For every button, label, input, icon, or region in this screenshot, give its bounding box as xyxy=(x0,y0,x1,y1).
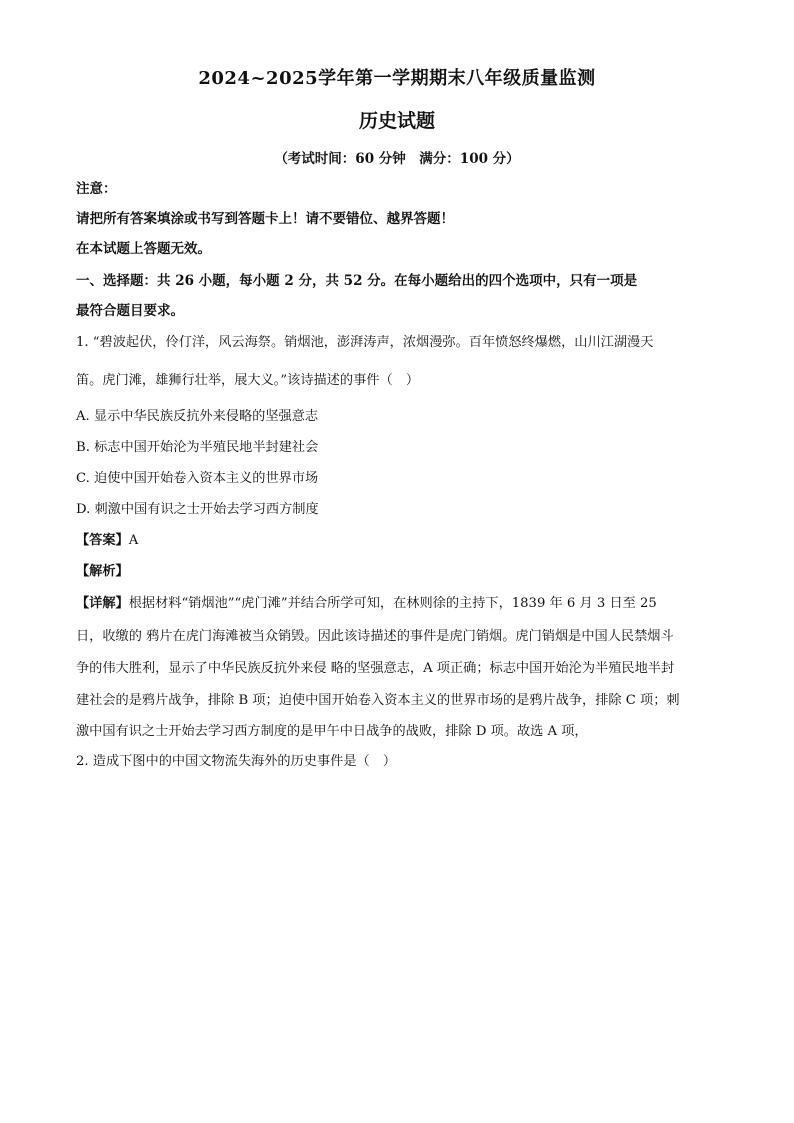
q1-analysis xyxy=(76,563,720,581)
notice-line-1: 请把所有答案填涂或书写到答题卡上！请不要错位、越界答题！ xyxy=(76,211,454,227)
analysis-label: 【解析】 xyxy=(76,564,129,579)
q1-option-d: D. 刺激中国有识之士开始去学习西方制度 xyxy=(76,502,319,517)
q1-option-b: B. 标志中国开始沦为半殖民地半封建社会 xyxy=(76,440,319,455)
q1-answer xyxy=(76,532,720,550)
detail-label: 【详解】 xyxy=(76,596,129,611)
notice-line-2: 在本试题上答题无效。 xyxy=(76,241,211,257)
q1-detail-line-4: 建社会的是鸦片战争，排除 B 项；迫使中国开始卷入资本主义的世界市场的是鸦片战争，排除 C 项；刺 xyxy=(76,693,680,708)
q1-detail-line-2: 日，收缴的 鸦片在虎门海滩被当众销毁。因此该诗描述的事件是虎门销烟。虎门销烟是中国人民禁烟斗 xyxy=(76,629,674,644)
answer-label: 【答案】 xyxy=(76,533,129,548)
notice-label: 注意： xyxy=(76,181,117,197)
q1-option-c: C. 迫使中国开始卷入资本主义的世界市场 xyxy=(76,471,319,486)
q1-detail-line-5: 激中国有识之士开始去学习西方制度的是甲午中日战争的战败，排除 D 项。故选 A 项， xyxy=(76,724,588,739)
q1-stem-line-1: 1. “碧波起伏，伶仃洋，风云海祭。销烟池，澎湃涛声，浓烟漫弥。百年愤怒终爆燃，山川江湖漫天 xyxy=(76,335,654,350)
exam-title: 2024~2025学年第一学期期末八年级质量监测 xyxy=(198,68,596,89)
section-1-heading-line-2: 最符合题目要求。 xyxy=(76,303,184,319)
q2-stem: 2. 造成下图中的中国文物流失海外的历史事件是（ ） xyxy=(76,754,397,769)
exam-subject: 历史试题 xyxy=(358,110,435,132)
detail-text-1: 根据材料“销烟池”“虎门滩”并结合所学可知，在林则徐的主持下，1839 年 6 月 3 日至 25 xyxy=(128,596,657,611)
exam-info: （考试时间：60 分钟 满分：100 分） xyxy=(274,151,520,167)
q1-stem-line-2: 笛。虎门滩，雄狮行壮举，展大义。”该诗描述的事件（ ） xyxy=(76,373,420,388)
q1-option-a: A. 显示中华民族反抗外来侵略的坚强意志 xyxy=(76,409,319,424)
section-1-heading-line-1: 一、选择题：共 26 小题，每小题 2 分，共 52 分。在每小题给出的四个选项中，只有一项是 xyxy=(76,273,638,289)
q1-detail-line-3: 争的伟大胜利，显示了中华民族反抗外来侵 略的坚强意志，A 项正确；标志中国开始沦为半殖民地半封 xyxy=(76,661,675,676)
q1-detail-line-1 xyxy=(76,595,720,613)
answer-value: A xyxy=(128,533,139,548)
